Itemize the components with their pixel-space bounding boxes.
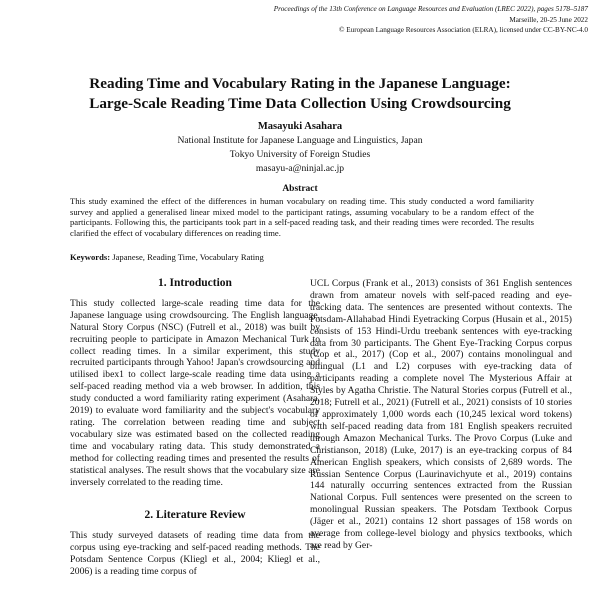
affiliation-1: National Institute for Japanese Language and Linguistics, Japan <box>177 135 423 146</box>
proceedings-line: Proceedings of the 13th Conference on Language Resources and Evaluation (LREC 2022), pages 5178–5187 <box>273 5 588 13</box>
keywords-text: Japanese, Reading Time, Vocabulary Rating <box>112 252 264 262</box>
paper-title <box>0 74 600 114</box>
right-column-paragraph: UCL Corpus (Frank et al., 2013) consists of 361 English sentences drawn from amateur novels with self-paced reading and eye-tracking data. The sentences are presented without contexts. The Potsdam-Allahabad Hindi Eyetracking Corpus (Husain et al., 2015) consists of 153 Hindi-Urdu treebank sentences with eye-tracking data from 30 participants. The Ghent Eye-Tracking Corpus corpus (Cop et al., 2017) (Cop et al., 2007) contains monolingual and bilingual (L1 and L2) corpuses with eye-tracking data of participants reading a complete novel The Mysterious Affair at Styles by Agatha Christie. The Natural Stories corpus (Futrell et al., 2018; Futrell et al., 2021) (Futrell et al., 2021) consists of 10 stories of approximately 1,000 words each (10,245 lexical word tokens) with self-paced reading data from 181 English speakers recruited through Amazon Mechanical Turks. The Provo Corpus (Luke and Christianson, 2018) (Luke, 2017) is an eye-tracking corpus of 84 American English speakers, which consists of 2,689 words. The Russian Sentence Corpus (Laurinavichyute et al., 2019) contains 144 naturally occurring sentences extracted from the Russian National Corpus. Full sentences were presented on the screen to monolingual Russian speakers. The Potsdam Textbook Corpus (Jäger et al., 2021) contains 12 short passages of 158 words on average from college-level biology and physics textbooks, which are read by Ger- <box>310 278 572 551</box>
right-column <box>310 278 572 552</box>
location-line: Marseille, 20-25 June 2022 <box>509 15 588 24</box>
page-header <box>274 4 588 36</box>
title-line-2: Large-Scale Reading Time Data Collection Using Crowdsourcing <box>89 95 511 112</box>
affiliation-2: Tokyo University of Foreign Studies <box>229 149 371 160</box>
license-line: © European Language Resources Association (ELRA), licensed under CC-BY-NC-4.0 <box>339 26 588 34</box>
literature-heading: 2. Literature Review <box>144 509 246 522</box>
keywords <box>70 252 534 262</box>
intro-heading: 1. Introduction <box>158 277 232 289</box>
literature-paragraph: This study surveyed datasets of reading time data from the corpus using eye-tracking and self-paced reading methods. The Potsdam Sentence Corpus (Kliegl et al., 2004; Kliegl et al., 2006) is a reading time corpus of <box>70 530 320 578</box>
title-line-1: Reading Time and Vocabulary Rating in the Japanese Language: <box>89 75 511 92</box>
intro-paragraph: This study collected large-scale reading time data for the Japanese language using crowdsourcing. The English language, Natural Story Corpus (NSC) (Futrell et al., 2018) was built by recruiting people to participate in Amazon Mechanical Turk to collect reading times. In a similar experiment, this study recruited participants through Yahoo! Japan's crowdsourcing and utilised ibex1 to collect large-scale reading time data using a self-paced reading method via a web browser. In addition, this study conducted a word familiarity rating experiment (Asahara, 2019) to evaluate word familiarity and the subject's vocabulary rating. The correlation between reading time and subject vocabulary size was estimated based on the collected reading time and vocabulary rating data. This study demonstrated a method for collecting reading times and presented the results of statistical analyses. The result shows that the vocabulary size are inversely correlated to the reading time. <box>70 297 320 488</box>
author-block <box>0 120 600 176</box>
abstract-heading: Abstract <box>282 184 318 194</box>
abstract-text: This study examined the effect of the differences in human vocabulary on reading time. This study conducted a word familiarity survey and applied a generalised linear mixed model to the participant ratings, assuming vocabulary to be a random effect of the participants. Following this, the participants took part in a self-paced reading task, and their reading times were recorded. The results clarified the effect of vocabulary differences on reading time. <box>70 196 534 238</box>
left-column <box>70 276 320 578</box>
author-name: Masayuki Asahara <box>257 121 343 132</box>
keywords-label: Keywords: <box>70 252 111 262</box>
author-email: masayu-a@ninjal.ac.jp <box>255 163 345 174</box>
